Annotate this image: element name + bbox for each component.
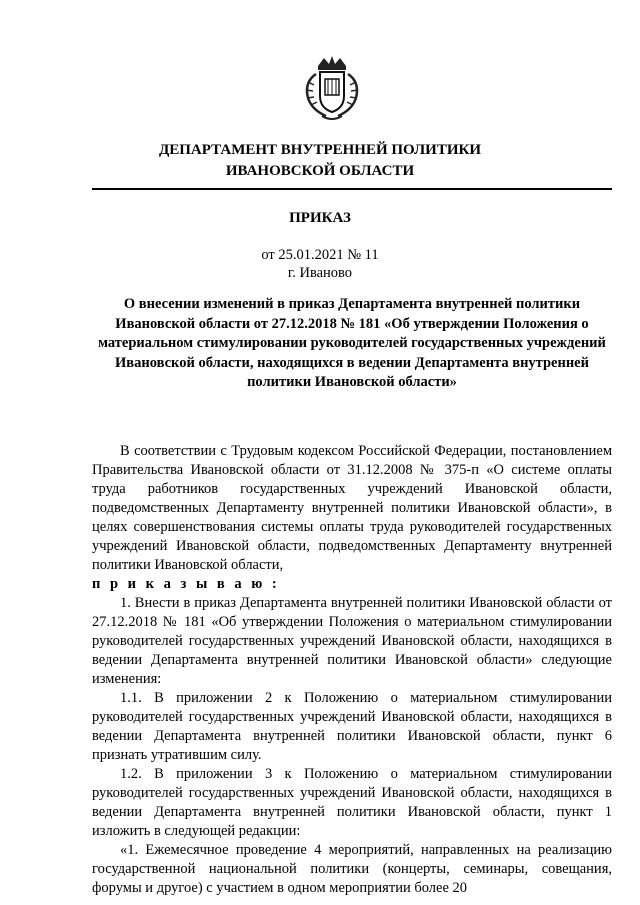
header-divider: [92, 188, 612, 190]
document-date-number: от 25.01.2021 № 11: [261, 247, 379, 263]
document-title: О внесении изменений в приказ Департамента внутренней политики Ивановской области от 27.12.2018 № 181 «Об утверждении Положения о материальном стимулировании руководителей государственных учреждений Ивановской области, находящихся в ведении Департамента внутренней политики Ивановской области»: [98, 296, 606, 390]
item-1-paragraph: 1. Внести в приказ Департамента внутренней политики Ивановской области от 27.12.2018 № 181 «Об утверждении Положения о материальном стимулировании руководителей государственных учреждений Ивановской области, находящихся в ведении Департамента внутренней политики Ивановской области» следующие изменения:: [92, 595, 612, 687]
order-word-paragraph: [92, 575, 612, 594]
item-1-1-paragraph: 1.1. В приложении 2 к Положению о материальном стимулировании руководителей государственных учреждений Ивановской области, находящихся в ведении Департамента внутренней политики Ивановской области, пункт 6 признать утратившим силу.: [92, 690, 612, 763]
coat-of-arms-icon: [296, 52, 368, 124]
document-city: г. Иваново: [287, 265, 353, 281]
document-type: ПРИКАЗ: [289, 210, 351, 226]
document-body: [92, 442, 612, 898]
order-word: п р и к а з ы в а ю :: [92, 576, 280, 592]
quote-paragraph: «1. Ежемесячное проведение 4 мероприятий, направленных на реализацию государственной национальной политики (концерты, семинары, совещания, форумы и другое) с участием в одном мероприятии более 20: [92, 842, 612, 896]
item-1-2-paragraph: 1.2. В приложении 3 к Положению о материальном стимулировании руководителей государственных учреждений Ивановской области, находящихся в ведении Департамента внутренней политики Ивановской области, пункт 1 изложить в следующей редакции:: [92, 766, 612, 839]
department-line-1: ДЕПАРТАМЕНТ ВНУТРЕННЕЙ ПОЛИТИКИ: [158, 142, 482, 158]
preamble-paragraph: В соответствии с Трудовым кодексом Российской Федерации, постановлением Правительства Ивановской области от 31.12.2008 № 375-п «О системе оплаты труда работников государственных учреждений Ивановской области, подведомственных Департаменту внутренней политики Ивановской области», в целях совершенствования системы оплаты труда руководителей государственных учреждений Ивановской области, подведомственных Департаменту внутренней политики Ивановской области,: [92, 443, 612, 573]
department-name: [0, 140, 640, 182]
department-line-2: ИВАНОВСКОЙ ОБЛАСТИ: [225, 163, 415, 179]
